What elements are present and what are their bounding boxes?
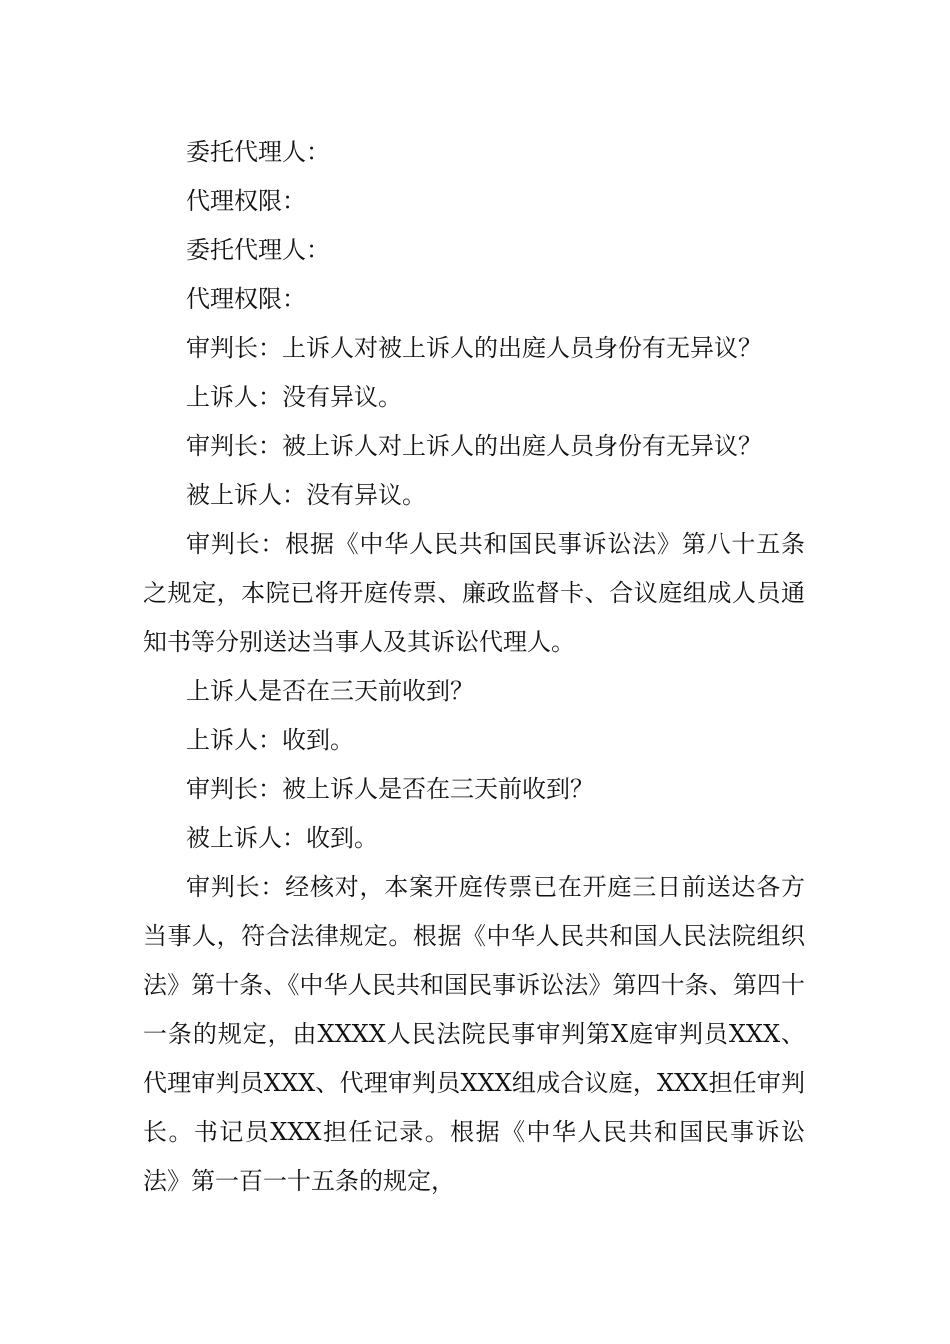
paragraph-judge-question-4: 审判长：被上诉人是否在三天前收到？	[186, 775, 594, 803]
paragraph-appellee-answer-1: 被上诉人：没有异议。	[186, 481, 426, 509]
paragraph-authority-1: 代理权限：	[186, 187, 306, 215]
paragraph-appellee-answer-2: 被上诉人：收到。	[186, 824, 378, 852]
paragraph-authority-2: 代理权限：	[186, 285, 306, 313]
paragraph-judge-question-1: 审判长：上诉人对被上诉人的出庭人员身份有无异议？	[186, 334, 762, 362]
paragraph-appellant-answer-2: 上诉人：收到。	[186, 726, 354, 754]
document-body	[143, 128, 805, 1206]
paragraph-judge-question-2: 审判长：被上诉人对上诉人的出庭人员身份有无异议？	[186, 432, 762, 460]
paragraph-judge-verification: 审判长：经核对，本案开庭传票已在开庭三日前送达各方当事人，符合法律规定。根据《中华人民共和国人民法院组织法》第十条、《中华人民共和国民事诉讼法》第四十条、第四十一条的规定，由XXXX人民法院民事审判第X庭审判员XXX、代理审判员XXX、代理审判员XXX组成合议庭，XXX担任审判长。书记员XXX担任记录。根据《中华人民共和国民事诉讼法》第一百一十五条的规定，	[143, 873, 805, 1195]
paragraph-appellant-answer-1: 上诉人：没有异议。	[186, 383, 402, 411]
paragraph-agent-1: 委托代理人：	[186, 138, 330, 166]
paragraph-agent-2: 委托代理人：	[186, 236, 330, 264]
paragraph-judge-question-3: 上诉人是否在三天前收到？	[186, 677, 474, 705]
paragraph-judge-notice: 审判长：根据《中华人民共和国民事诉讼法》第八十五条之规定，本院已将开庭传票、廉政监督卡、合议庭组成人员通知书等分别送达当事人及其诉讼代理人。	[143, 530, 805, 656]
